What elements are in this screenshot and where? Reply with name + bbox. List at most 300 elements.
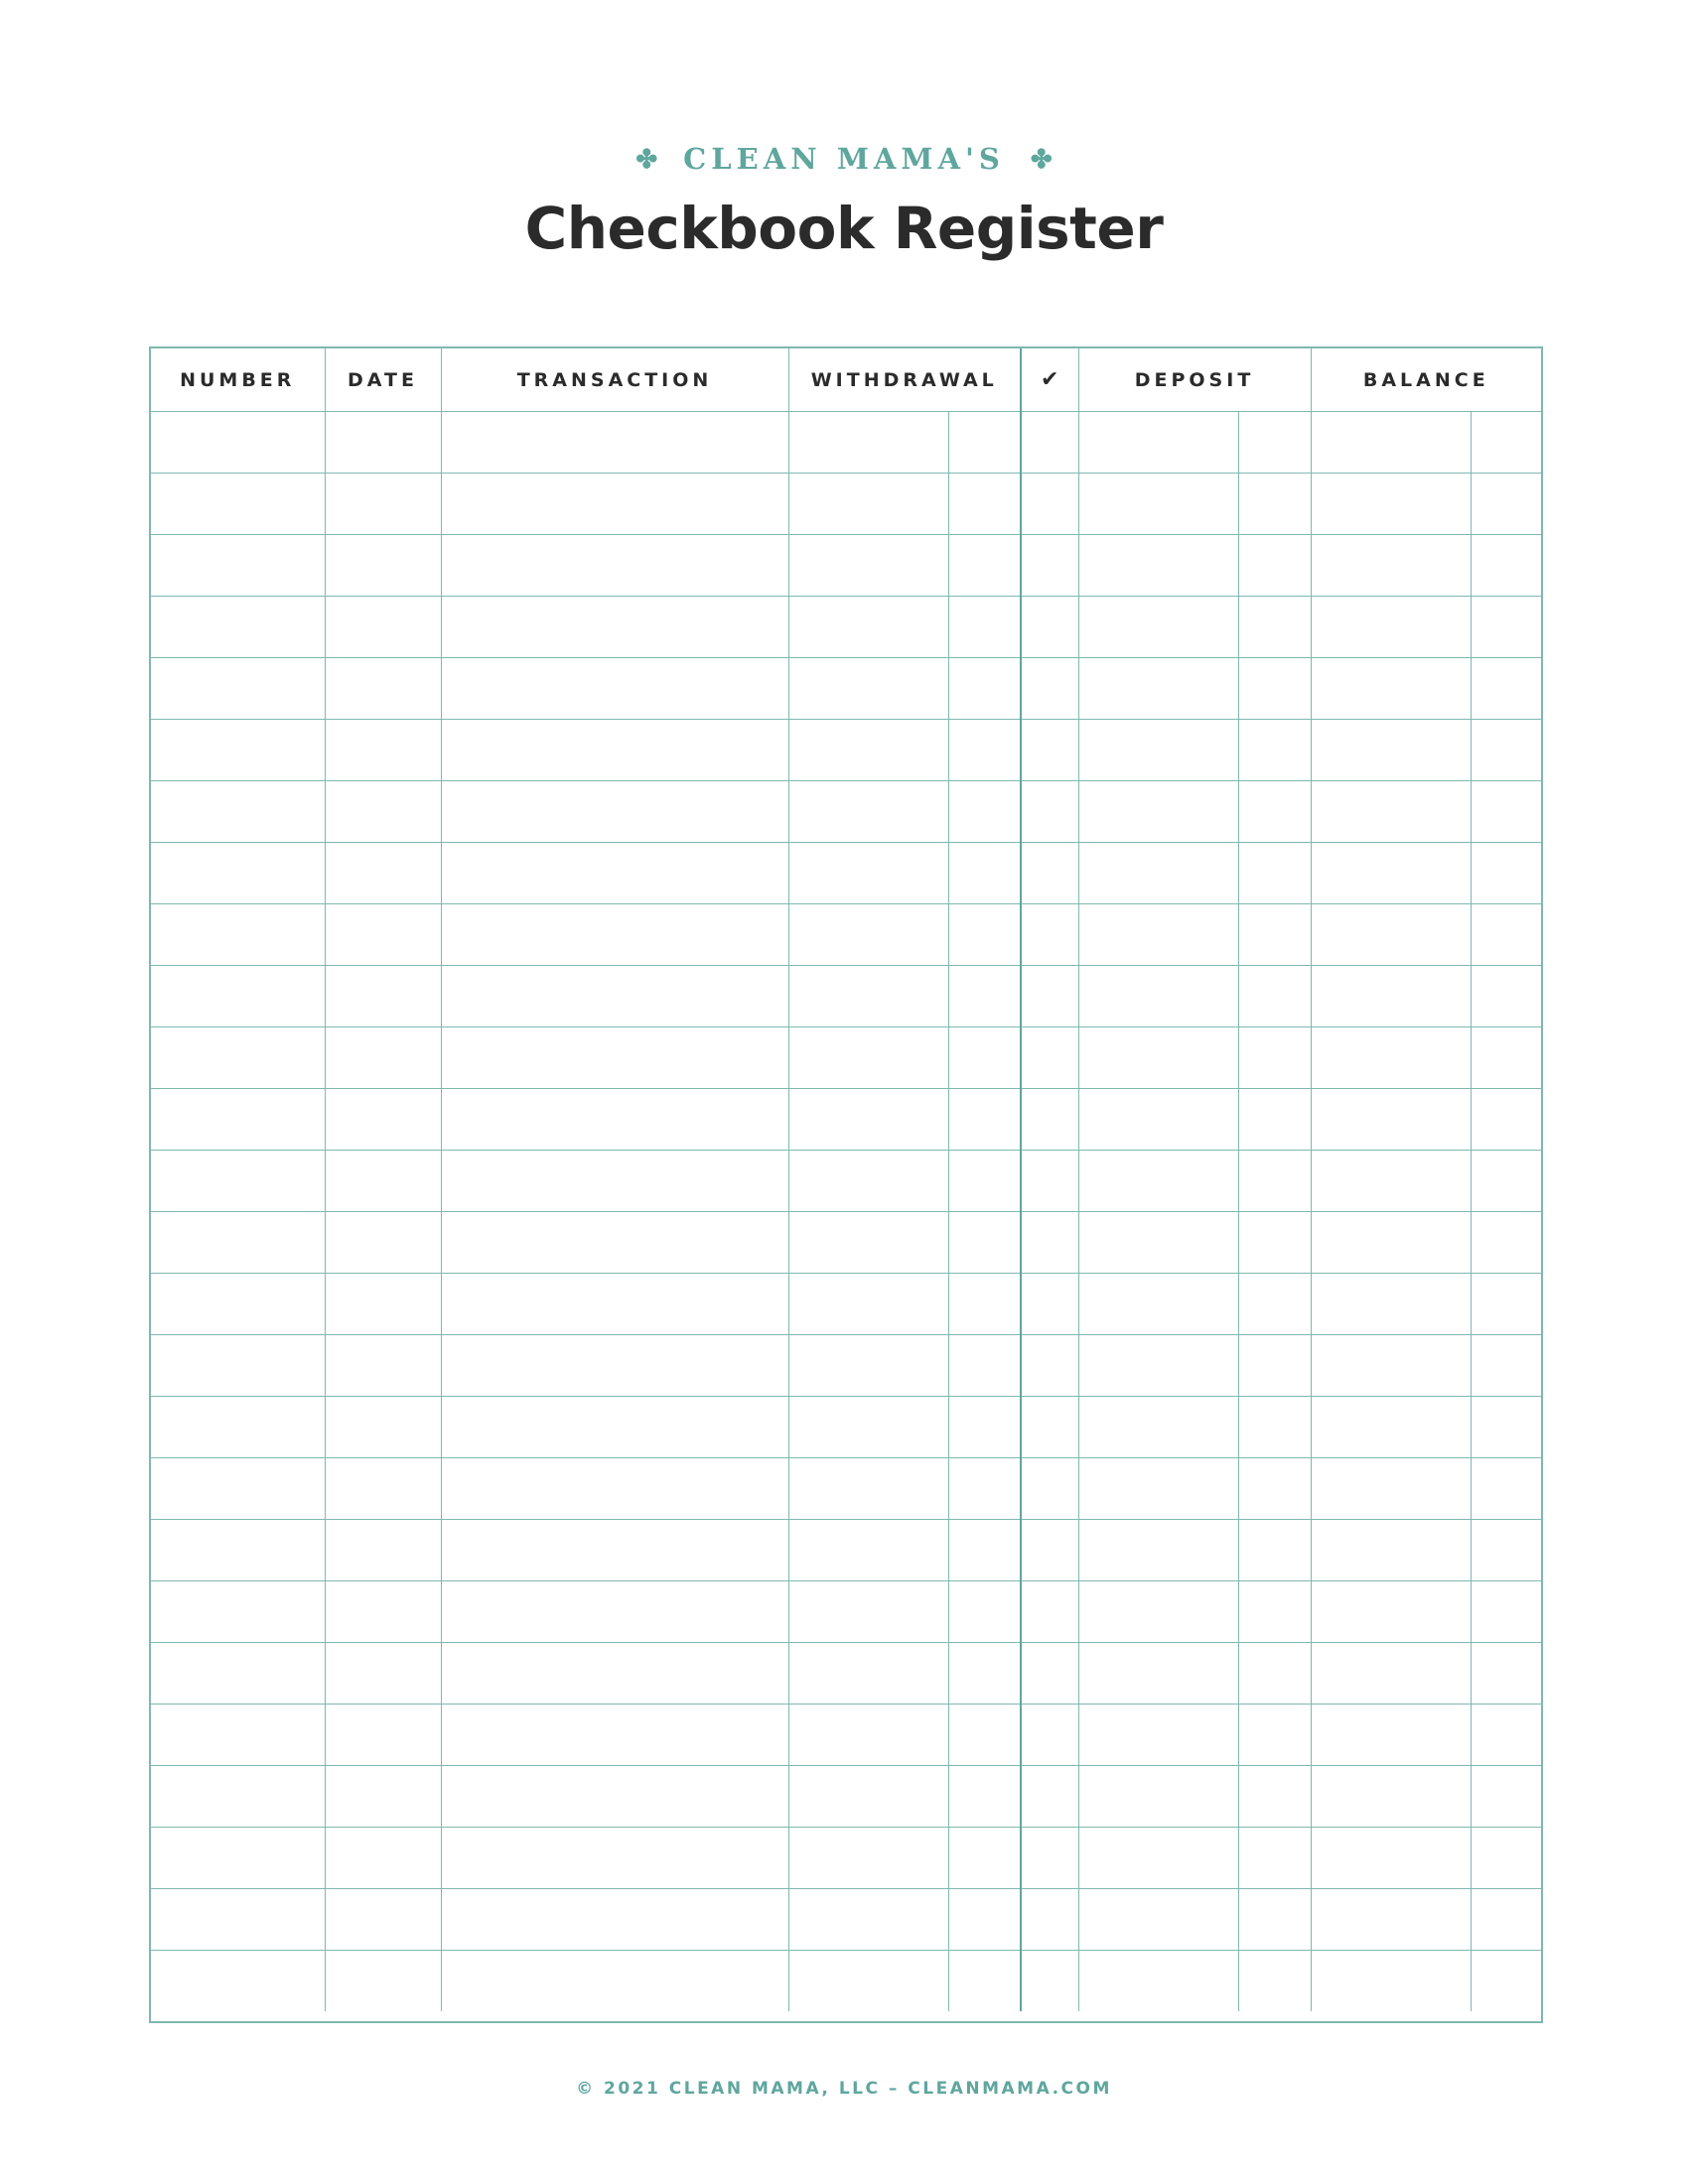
cell-balance-cents[interactable]	[1471, 781, 1541, 843]
cell-balance-cents[interactable]	[1471, 1581, 1541, 1643]
cell-withdrawal-dollars[interactable]	[788, 597, 948, 658]
cell-deposit-cents[interactable]	[1238, 1520, 1311, 1581]
cell-deposit-cents[interactable]	[1238, 1458, 1311, 1520]
table-row	[151, 1335, 1541, 1397]
cell-transaction[interactable]	[441, 1828, 788, 1889]
table-row	[151, 1458, 1541, 1520]
cell-balance-cents[interactable]	[1471, 1766, 1541, 1828]
register-table	[149, 346, 1543, 2023]
footer-copyright: © 2021 CLEAN MAMA, LLC – CLEANMAMA.COM	[576, 2079, 1112, 2099]
cell-date[interactable]	[325, 1027, 441, 1089]
cell-withdrawal-cents[interactable]	[948, 597, 1021, 658]
cell-number[interactable]	[151, 1766, 325, 1828]
cell-balance-dollars[interactable]	[1311, 1151, 1471, 1212]
cell-withdrawal-cents[interactable]	[948, 904, 1021, 966]
cell-date[interactable]	[325, 1458, 441, 1520]
cell-date[interactable]	[325, 1951, 441, 2012]
cell-balance-cents[interactable]	[1471, 412, 1541, 474]
cell-deposit-dollars[interactable]	[1078, 1089, 1238, 1151]
cell-deposit-cents[interactable]	[1238, 474, 1311, 535]
cell-withdrawal-dollars[interactable]	[788, 412, 948, 474]
cell-withdrawal-dollars[interactable]	[788, 1889, 948, 1951]
cell-deposit-cents[interactable]	[1238, 1212, 1311, 1274]
cell-transaction[interactable]	[441, 781, 788, 843]
table-row	[151, 1212, 1541, 1274]
cell-withdrawal-dollars[interactable]	[788, 781, 948, 843]
cell-check[interactable]	[1021, 658, 1078, 720]
cell-date[interactable]	[325, 1581, 441, 1643]
cell-balance-dollars[interactable]	[1311, 1705, 1471, 1766]
cell-transaction[interactable]	[441, 1458, 788, 1520]
cell-deposit-dollars[interactable]	[1078, 904, 1238, 966]
column-header-deposit: DEPOSIT	[1078, 348, 1311, 412]
cell-number[interactable]	[151, 1274, 325, 1335]
cell-deposit-dollars[interactable]	[1078, 966, 1238, 1027]
cell-withdrawal-cents[interactable]	[948, 1151, 1021, 1212]
cell-deposit-cents[interactable]	[1238, 781, 1311, 843]
cell-deposit-cents[interactable]	[1238, 1951, 1311, 2012]
cell-check[interactable]	[1021, 1581, 1078, 1643]
cell-deposit-cents[interactable]	[1238, 904, 1311, 966]
cell-number[interactable]	[151, 904, 325, 966]
cell-deposit-cents[interactable]	[1238, 1274, 1311, 1335]
cell-deposit-dollars[interactable]	[1078, 1951, 1238, 2012]
cell-withdrawal-cents[interactable]	[948, 474, 1021, 535]
cell-balance-dollars[interactable]	[1311, 535, 1471, 597]
cell-balance-cents[interactable]	[1471, 1828, 1541, 1889]
column-header-withdrawal: WITHDRAWAL	[788, 348, 1021, 412]
cell-deposit-dollars[interactable]	[1078, 1705, 1238, 1766]
cell-deposit-cents[interactable]	[1238, 720, 1311, 781]
cell-withdrawal-dollars[interactable]	[788, 843, 948, 904]
table-row	[151, 1705, 1541, 1766]
cell-withdrawal-cents[interactable]	[948, 781, 1021, 843]
table-row	[151, 1274, 1541, 1335]
cell-deposit-cents[interactable]	[1238, 843, 1311, 904]
table-row	[151, 1643, 1541, 1705]
cell-withdrawal-dollars[interactable]	[788, 1643, 948, 1705]
cell-balance-dollars[interactable]	[1311, 1397, 1471, 1458]
cell-balance-cents[interactable]	[1471, 720, 1541, 781]
cell-withdrawal-dollars[interactable]	[788, 904, 948, 966]
cell-withdrawal-cents[interactable]	[948, 412, 1021, 474]
cell-check[interactable]	[1021, 1212, 1078, 1274]
table-row	[151, 658, 1541, 720]
table-row	[151, 412, 1541, 474]
cell-balance-dollars[interactable]	[1311, 781, 1471, 843]
cell-deposit-dollars[interactable]	[1078, 1889, 1238, 1951]
cell-deposit-dollars[interactable]	[1078, 1212, 1238, 1274]
cell-number[interactable]	[151, 658, 325, 720]
cell-number[interactable]	[151, 474, 325, 535]
cell-number[interactable]	[151, 597, 325, 658]
cell-date[interactable]	[325, 1766, 441, 1828]
register-body	[151, 412, 1541, 2012]
cell-transaction[interactable]	[441, 1889, 788, 1951]
cell-deposit-dollars[interactable]	[1078, 412, 1238, 474]
column-header-transaction: TRANSACTION	[441, 348, 788, 412]
table-row	[151, 597, 1541, 658]
cell-transaction[interactable]	[441, 1397, 788, 1458]
column-header-date: DATE	[325, 348, 441, 412]
cell-balance-dollars[interactable]	[1311, 1212, 1471, 1274]
brand-name: CLEAN MAMA'S	[683, 142, 1005, 176]
cell-check[interactable]	[1021, 474, 1078, 535]
cell-withdrawal-cents[interactable]	[948, 1766, 1021, 1828]
cell-balance-dollars[interactable]	[1311, 1643, 1471, 1705]
cell-balance-cents[interactable]	[1471, 535, 1541, 597]
cell-withdrawal-cents[interactable]	[948, 843, 1021, 904]
cell-deposit-dollars[interactable]	[1078, 1643, 1238, 1705]
cell-balance-cents[interactable]	[1471, 1889, 1541, 1951]
cell-date[interactable]	[325, 597, 441, 658]
cell-date[interactable]	[325, 1705, 441, 1766]
cell-date[interactable]	[325, 535, 441, 597]
cell-number[interactable]	[151, 1027, 325, 1089]
cell-deposit-cents[interactable]	[1238, 658, 1311, 720]
cell-withdrawal-dollars[interactable]	[788, 1151, 948, 1212]
cell-transaction[interactable]	[441, 1089, 788, 1151]
cell-check[interactable]	[1021, 597, 1078, 658]
cell-transaction[interactable]	[441, 1520, 788, 1581]
cell-check[interactable]	[1021, 1705, 1078, 1766]
cell-check[interactable]	[1021, 1274, 1078, 1335]
cell-deposit-cents[interactable]	[1238, 597, 1311, 658]
cell-transaction[interactable]	[441, 1335, 788, 1397]
cell-withdrawal-dollars[interactable]	[788, 1705, 948, 1766]
cell-deposit-cents[interactable]	[1238, 1581, 1311, 1643]
cell-number[interactable]	[151, 1581, 325, 1643]
cell-withdrawal-dollars[interactable]	[788, 720, 948, 781]
cell-number[interactable]	[151, 720, 325, 781]
table-row	[151, 1828, 1541, 1889]
cell-deposit-dollars[interactable]	[1078, 597, 1238, 658]
cell-number[interactable]	[151, 1335, 325, 1397]
cell-withdrawal-cents[interactable]	[948, 1212, 1021, 1274]
cell-balance-cents[interactable]	[1471, 966, 1541, 1027]
cell-check[interactable]	[1021, 1089, 1078, 1151]
table-row	[151, 1151, 1541, 1212]
cell-withdrawal-dollars[interactable]	[788, 1828, 948, 1889]
cell-transaction[interactable]	[441, 1027, 788, 1089]
table-row	[151, 720, 1541, 781]
cell-withdrawal-dollars[interactable]	[788, 966, 948, 1027]
cell-balance-dollars[interactable]	[1311, 1335, 1471, 1397]
cell-balance-cents[interactable]	[1471, 474, 1541, 535]
cell-number[interactable]	[151, 1643, 325, 1705]
cell-withdrawal-cents[interactable]	[948, 1828, 1021, 1889]
cell-check[interactable]	[1021, 1458, 1078, 1520]
cell-withdrawal-dollars[interactable]	[788, 1951, 948, 2012]
cell-withdrawal-dollars[interactable]	[788, 1397, 948, 1458]
cell-balance-dollars[interactable]	[1311, 658, 1471, 720]
cell-check[interactable]	[1021, 1643, 1078, 1705]
cell-date[interactable]	[325, 1889, 441, 1951]
cell-date[interactable]	[325, 1212, 441, 1274]
cell-date[interactable]	[325, 781, 441, 843]
table-row	[151, 1520, 1541, 1581]
brand-line	[0, 139, 1688, 180]
column-header-number: NUMBER	[151, 348, 325, 412]
cell-withdrawal-cents[interactable]	[948, 1951, 1021, 2012]
cell-number[interactable]	[151, 1889, 325, 1951]
cell-withdrawal-dollars[interactable]	[788, 535, 948, 597]
cell-transaction[interactable]	[441, 1274, 788, 1335]
cell-deposit-dollars[interactable]	[1078, 781, 1238, 843]
cell-balance-cents[interactable]	[1471, 1151, 1541, 1212]
table-row	[151, 1766, 1541, 1828]
cell-transaction[interactable]	[441, 1705, 788, 1766]
table-row	[151, 966, 1541, 1027]
table-row	[151, 1027, 1541, 1089]
cell-balance-cents[interactable]	[1471, 1027, 1541, 1089]
cell-withdrawal-dollars[interactable]	[788, 1766, 948, 1828]
cell-date[interactable]	[325, 1397, 441, 1458]
cell-withdrawal-dollars[interactable]	[788, 1027, 948, 1089]
cell-balance-cents[interactable]	[1471, 1520, 1541, 1581]
cell-withdrawal-cents[interactable]	[948, 1089, 1021, 1151]
cell-withdrawal-dollars[interactable]	[788, 1335, 948, 1397]
cell-transaction[interactable]	[441, 597, 788, 658]
cell-check[interactable]	[1021, 1151, 1078, 1212]
cell-deposit-cents[interactable]	[1238, 966, 1311, 1027]
cell-withdrawal-dollars[interactable]	[788, 1089, 948, 1151]
cell-date[interactable]	[325, 1274, 441, 1335]
cell-check[interactable]	[1021, 966, 1078, 1027]
cell-balance-dollars[interactable]	[1311, 966, 1471, 1027]
cell-balance-dollars[interactable]	[1311, 1828, 1471, 1889]
cell-balance-dollars[interactable]	[1311, 474, 1471, 535]
cell-deposit-dollars[interactable]	[1078, 658, 1238, 720]
cell-date[interactable]	[325, 1828, 441, 1889]
cell-balance-dollars[interactable]	[1311, 1581, 1471, 1643]
cell-date[interactable]	[325, 1151, 441, 1212]
cell-check[interactable]	[1021, 535, 1078, 597]
cell-withdrawal-cents[interactable]	[948, 1889, 1021, 1951]
cell-check[interactable]	[1021, 1766, 1078, 1828]
cell-date[interactable]	[325, 966, 441, 1027]
cell-transaction[interactable]	[441, 1766, 788, 1828]
cell-balance-dollars[interactable]	[1311, 1766, 1471, 1828]
cell-date[interactable]	[325, 904, 441, 966]
cell-balance-cents[interactable]	[1471, 658, 1541, 720]
cell-transaction[interactable]	[441, 474, 788, 535]
cell-deposit-dollars[interactable]	[1078, 1027, 1238, 1089]
cell-number[interactable]	[151, 1151, 325, 1212]
cell-deposit-dollars[interactable]	[1078, 474, 1238, 535]
cell-transaction[interactable]	[441, 904, 788, 966]
cell-deposit-cents[interactable]	[1238, 1151, 1311, 1212]
cell-number[interactable]	[151, 843, 325, 904]
cell-deposit-cents[interactable]	[1238, 1027, 1311, 1089]
cell-deposit-cents[interactable]	[1238, 535, 1311, 597]
cell-withdrawal-cents[interactable]	[948, 1274, 1021, 1335]
cell-deposit-dollars[interactable]	[1078, 1397, 1238, 1458]
cell-balance-cents[interactable]	[1471, 1335, 1541, 1397]
cell-withdrawal-cents[interactable]	[948, 1520, 1021, 1581]
cell-deposit-dollars[interactable]	[1078, 843, 1238, 904]
cell-balance-dollars[interactable]	[1311, 1520, 1471, 1581]
cell-number[interactable]	[151, 1212, 325, 1274]
cell-number[interactable]	[151, 1397, 325, 1458]
cell-date[interactable]	[325, 1335, 441, 1397]
cell-balance-cents[interactable]	[1471, 1705, 1541, 1766]
cell-balance-dollars[interactable]	[1311, 1951, 1471, 2012]
cell-number[interactable]	[151, 1828, 325, 1889]
cell-balance-cents[interactable]	[1471, 1274, 1541, 1335]
cell-withdrawal-dollars[interactable]	[788, 1274, 948, 1335]
cell-balance-cents[interactable]	[1471, 597, 1541, 658]
cell-balance-cents[interactable]	[1471, 904, 1541, 966]
cell-check[interactable]	[1021, 1335, 1078, 1397]
table-row	[151, 781, 1541, 843]
cell-deposit-cents[interactable]	[1238, 1643, 1311, 1705]
cell-deposit-cents[interactable]	[1238, 1335, 1311, 1397]
cell-deposit-dollars[interactable]	[1078, 1828, 1238, 1889]
table-row	[151, 1951, 1541, 2012]
cell-balance-dollars[interactable]	[1311, 597, 1471, 658]
cell-deposit-dollars[interactable]	[1078, 1335, 1238, 1397]
cell-date[interactable]	[325, 658, 441, 720]
checkmark-icon: ✔	[1041, 367, 1059, 392]
cell-withdrawal-cents[interactable]	[948, 535, 1021, 597]
table-row	[151, 1089, 1541, 1151]
cell-transaction[interactable]	[441, 1581, 788, 1643]
cell-balance-dollars[interactable]	[1311, 1027, 1471, 1089]
cell-check[interactable]	[1021, 1828, 1078, 1889]
cell-check[interactable]	[1021, 1520, 1078, 1581]
left-ornament-icon: ✤	[635, 145, 658, 175]
column-header-balance: BALANCE	[1311, 348, 1541, 412]
cell-withdrawal-cents[interactable]	[948, 1397, 1021, 1458]
table-row	[151, 843, 1541, 904]
cell-deposit-cents[interactable]	[1238, 412, 1311, 474]
cell-date[interactable]	[325, 1643, 441, 1705]
cell-balance-cents[interactable]	[1471, 843, 1541, 904]
cell-deposit-dollars[interactable]	[1078, 1151, 1238, 1212]
cell-withdrawal-dollars[interactable]	[788, 1212, 948, 1274]
cell-transaction[interactable]	[441, 1212, 788, 1274]
cell-withdrawal-cents[interactable]	[948, 1458, 1021, 1520]
cell-withdrawal-cents[interactable]	[948, 966, 1021, 1027]
cell-number[interactable]	[151, 1458, 325, 1520]
cell-deposit-cents[interactable]	[1238, 1889, 1311, 1951]
cell-deposit-dollars[interactable]	[1078, 1520, 1238, 1581]
cell-deposit-cents[interactable]	[1238, 1397, 1311, 1458]
cell-balance-dollars[interactable]	[1311, 843, 1471, 904]
cell-number[interactable]	[151, 1520, 325, 1581]
cell-number[interactable]	[151, 412, 325, 474]
cell-withdrawal-cents[interactable]	[948, 1027, 1021, 1089]
cell-withdrawal-dollars[interactable]	[788, 658, 948, 720]
column-header-check	[1021, 348, 1078, 412]
cell-withdrawal-cents[interactable]	[948, 1335, 1021, 1397]
cell-check[interactable]	[1021, 781, 1078, 843]
table-row	[151, 904, 1541, 966]
cell-number[interactable]	[151, 1089, 325, 1151]
cell-number[interactable]	[151, 1705, 325, 1766]
cell-balance-dollars[interactable]	[1311, 1274, 1471, 1335]
cell-check[interactable]	[1021, 843, 1078, 904]
table-row	[151, 1889, 1541, 1951]
cell-deposit-dollars[interactable]	[1078, 720, 1238, 781]
table-row	[151, 535, 1541, 597]
cell-deposit-cents[interactable]	[1238, 1705, 1311, 1766]
cell-number[interactable]	[151, 535, 325, 597]
cell-balance-dollars[interactable]	[1311, 1089, 1471, 1151]
cell-withdrawal-cents[interactable]	[948, 720, 1021, 781]
cell-transaction[interactable]	[441, 966, 788, 1027]
cell-deposit-dollars[interactable]	[1078, 1766, 1238, 1828]
cell-check[interactable]	[1021, 720, 1078, 781]
cell-transaction[interactable]	[441, 1951, 788, 2012]
cell-balance-cents[interactable]	[1471, 1951, 1541, 2012]
cell-transaction[interactable]	[441, 843, 788, 904]
cell-date[interactable]	[325, 1089, 441, 1151]
cell-date[interactable]	[325, 1520, 441, 1581]
cell-transaction[interactable]	[441, 658, 788, 720]
cell-transaction[interactable]	[441, 535, 788, 597]
cell-transaction[interactable]	[441, 1151, 788, 1212]
cell-check[interactable]	[1021, 412, 1078, 474]
cell-deposit-dollars[interactable]	[1078, 1274, 1238, 1335]
cell-balance-cents[interactable]	[1471, 1643, 1541, 1705]
cell-check[interactable]	[1021, 904, 1078, 966]
cell-withdrawal-dollars[interactable]	[788, 1520, 948, 1581]
cell-date[interactable]	[325, 474, 441, 535]
cell-deposit-dollars[interactable]	[1078, 1581, 1238, 1643]
cell-transaction[interactable]	[441, 412, 788, 474]
cell-transaction[interactable]	[441, 1643, 788, 1705]
cell-check[interactable]	[1021, 1397, 1078, 1458]
cell-balance-dollars[interactable]	[1311, 720, 1471, 781]
cell-deposit-cents[interactable]	[1238, 1828, 1311, 1889]
cell-date[interactable]	[325, 843, 441, 904]
table-row	[151, 1581, 1541, 1643]
cell-balance-dollars[interactable]	[1311, 904, 1471, 966]
cell-withdrawal-cents[interactable]	[948, 1581, 1021, 1643]
cell-date[interactable]	[325, 412, 441, 474]
cell-number[interactable]	[151, 781, 325, 843]
cell-number[interactable]	[151, 1951, 325, 2012]
cell-check[interactable]	[1021, 1951, 1078, 2012]
cell-deposit-dollars[interactable]	[1078, 535, 1238, 597]
cell-withdrawal-cents[interactable]	[948, 658, 1021, 720]
cell-balance-dollars[interactable]	[1311, 412, 1471, 474]
cell-deposit-dollars[interactable]	[1078, 1458, 1238, 1520]
cell-balance-cents[interactable]	[1471, 1458, 1541, 1520]
cell-balance-cents[interactable]	[1471, 1397, 1541, 1458]
cell-balance-cents[interactable]	[1471, 1089, 1541, 1151]
cell-withdrawal-dollars[interactable]	[788, 1458, 948, 1520]
cell-check[interactable]	[1021, 1889, 1078, 1951]
cell-withdrawal-dollars[interactable]	[788, 474, 948, 535]
cell-deposit-cents[interactable]	[1238, 1089, 1311, 1151]
cell-check[interactable]	[1021, 1027, 1078, 1089]
table-row	[151, 1397, 1541, 1458]
cell-withdrawal-cents[interactable]	[948, 1643, 1021, 1705]
cell-date[interactable]	[325, 720, 441, 781]
cell-balance-dollars[interactable]	[1311, 1458, 1471, 1520]
cell-withdrawal-dollars[interactable]	[788, 1581, 948, 1643]
cell-balance-dollars[interactable]	[1311, 1889, 1471, 1951]
cell-withdrawal-cents[interactable]	[948, 1705, 1021, 1766]
cell-number[interactable]	[151, 966, 325, 1027]
cell-balance-cents[interactable]	[1471, 1212, 1541, 1274]
cell-transaction[interactable]	[441, 720, 788, 781]
cell-deposit-cents[interactable]	[1238, 1766, 1311, 1828]
page-title: Checkbook Register	[524, 195, 1164, 262]
